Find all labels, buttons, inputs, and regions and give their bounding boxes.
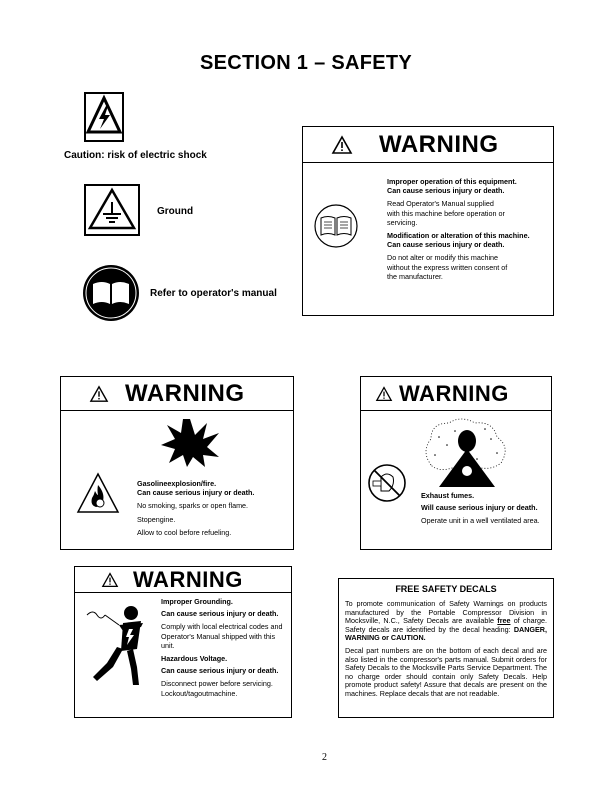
gasoline-subheading: Can cause serious injury or death.: [137, 488, 255, 498]
alert-triangle-icon: [331, 135, 353, 155]
electric-shock-symbol: [84, 92, 124, 142]
gasoline-heading: Gasolineexplosion/fire.: [137, 479, 217, 488]
modification-subheading: Can cause serious injury or death.: [387, 240, 505, 250]
electrocution-person-icon: [83, 601, 151, 687]
warning-exhaust-panel: [360, 376, 552, 550]
warning-word: WARNING: [379, 130, 499, 158]
voltage-subheading: Can cause serious injury or death.: [161, 666, 279, 676]
decals-title: FREE SAFETY DECALS: [395, 584, 497, 594]
exhaust-instruction: Operate unit in a well ventilated area.: [421, 516, 540, 526]
alert-triangle-icon: [89, 385, 109, 403]
warning-word: WARNING: [399, 380, 509, 406]
decals-text-2: Decal part numbers are on the bottom of each decal and are also listed in the compressor's parts manual. Submit orders for Safety Decals to the Mocksville Parts Service Department. The no charge order should contain only Safety Decals. Help promote product safety! Assure that decals are present on the machines. Replace decals that are not readable.: [345, 645, 547, 698]
modification-heading: Modification or alteration of this machine.: [387, 231, 530, 241]
read-manual-icon: [313, 203, 359, 249]
free-decals-panel: [338, 578, 554, 718]
warning-word: WARNING: [133, 566, 243, 592]
page-title: SECTION 1 – SAFETY: [199, 52, 413, 74]
ground-symbol: [84, 184, 140, 236]
decals-free: free: [497, 616, 511, 626]
modification-instruction: Do not alter or modify this machine without the express written consent of the manufacturer.: [387, 253, 508, 281]
shock-label: Caution: risk of electric shock: [64, 150, 207, 161]
voltage-heading: Hazardous Voltage.: [161, 654, 228, 664]
exhaust-subheading: Will cause serious injury or death.: [421, 503, 538, 513]
equipment-heading: Improper operation of this equipment.: [387, 177, 517, 186]
exhaust-heading: Exhaust fumes.: [421, 491, 475, 500]
book-icon: [82, 264, 140, 322]
explosion-icon: [159, 417, 221, 469]
decals-heading-list: DANGER, WARNING or CAUTION.: [345, 624, 547, 643]
ground-label: Ground: [157, 206, 194, 217]
voltage-instruction: Disconnect power before servicing. Lockout/tagoutmachine.: [161, 679, 273, 698]
page-number: 2: [322, 752, 327, 763]
manual-label: Refer to operator's manual: [150, 288, 277, 299]
equipment-subheading: Can cause serious injury or death.: [387, 186, 505, 196]
warning-grounding-panel: [74, 566, 292, 718]
exhaust-fumes-icon: [421, 415, 511, 487]
decals-text-b: of charge. Safety decals are identified by the decal heading:: [345, 616, 548, 634]
flame-fire-icon: [75, 471, 121, 517]
manual-symbol: [82, 264, 140, 322]
gasoline-cool: Allow to cool before refueling.: [137, 527, 232, 537]
warning-gasoline-panel: [60, 376, 294, 550]
alert-triangle-icon: [375, 386, 393, 402]
high-voltage-icon: [84, 92, 124, 142]
gasoline-no-smoking: No smoking, sparks or open flame.: [137, 501, 249, 511]
warning-word: WARNING: [125, 379, 245, 407]
warning-equipment-panel: [302, 126, 554, 316]
equipment-instruction: Read Operator's Manual supplied with this machine before operation or servicing.: [387, 199, 505, 227]
grounding-subheading: Can cause serious injury or death.: [161, 609, 279, 619]
ground-icon: [84, 184, 140, 236]
alert-triangle-icon: [101, 572, 119, 588]
no-breathing-icon: [367, 463, 407, 503]
decals-text-a: To promote communication of Safety Warnings on products manufactured by the Portable Compressor Division in Mocksville, N.C., Safety Decals are available: [345, 599, 547, 626]
grounding-instruction: Comply with local electrical codes and Operator's Manual shipped with this unit.: [161, 622, 283, 650]
grounding-heading: Improper Grounding.: [161, 597, 233, 606]
gasoline-stop-engine: Stopengine.: [137, 514, 176, 524]
